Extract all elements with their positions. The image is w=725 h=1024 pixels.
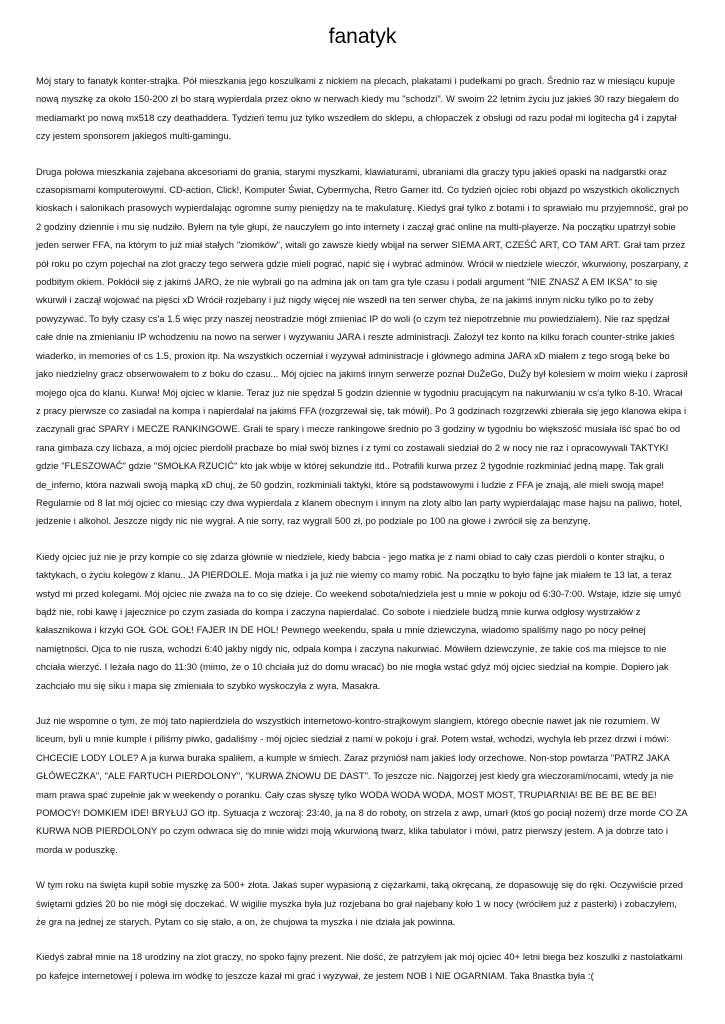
paragraph-1: Mój stary to fanatyk konter-strajka. Pół mieszkania jego koszulkami z nickiem na plecach, plakatami i pudełkami po grach. Średnio raz w miesiącu kupuje nową myszkę za około 150-200 zł bo starą wypierdala przez okno w nerwach kiedy mu "schodzi". W swoim 22 letnim życiu juz jakieś 30 razy biegałem do mediamarkt po nową mx518 czy deathaddera. Tydzień temu juz tylko wszedłem do sklepu, a chłopaczek z obsługi od razu podał mi logitecha g4 i zapytał czy jestem sponsorem jakiegoś multi-gamingu. [36,75,679,142]
paragraph-4: Już nie wspomne o tym, że mój tato napierdziela do wszystkich internetowo-kontro-strajkowym slangiem, którego obecnie nawet jak nie rozumiem. W liceum, byli u mnie kumple i piliśmy piwko, gadaliśmy - mój ojciec siedział z nami w pokoju i grał. Potem wstał, wchodzi, wychyla łeb przez drzwi i mówi: CHCECIE LODY LOLE? A ja kurwa buraka spaliłem, a kumple w śmiech. Zaraz przyniósł nam jakieś lody orzechowe. Non-stop powtarza "PATRZ JAKA GŁÓWECZKA", "ALE FARTUCH PIERDOLONY", "KURWA ZNOWU DE DAST". To jeszcze nic. Najgorzej jest kiedy gra wieczorami/nocami, wtedy ja nie mam prawa spać zupełnie jak w weekendy o poranku. Cały czas słyszę tylko WODA WODA WODA, MOST MOST, TRUPIARNIA! BE BE BE BE BE! POMOCY! DOMKIEM IDE! BRYŁUJ GO itp. Sytuacja z wczoraj: 23:40, ja na 8 do roboty, on strzela z awp, umarł (ktoś go pociął nożem) drze morde CO ZA KURWA NOB PIERDOLONY po czym odwraca się do mnie widzi moją wkurwioną twarz, klika tabulator i mówi, patrz pierwszy jestem. A ja dobrze tato i morda w poduszkę. [36,715,688,855]
paragraph-5: W tym roku na święta kupił sobie myszkę za 500+ złota. Jakaś super wypasioną z ciężarkami, taką okręcaną, że dopasowuję się do ręki. Oczywiście przed świętami gdzieś 20 bo nie mógł się doczekać. W wigilie myszka była już rozjebana bo grał najebany koło 1 w nocy (wróciłem już z pasterki) i zobaczyłem, że gra na jednej ze starych. Pytam co się stało, a on, że chujowa ta myszka i nie działa jak powinna. [36,879,684,928]
paragraph-2: Druga połowa mieszkania zajebana akcesoriami do grania, starymi myszkami, klawiaturami, ubraniami dla graczy typu jakieś opaski na nadgarstki oraz czasopismami komputerowymi. CD-action, Click!, Komputer Świat, Cybermycha, Retro Gamer itd. Co tydzień ojciec robi objazd po wszystkich okolicznych kioskach i salonikach prasowych wypierdalając ogromne sumy pieniędzy na te makulaturę. Kiedyś grał tylko z botami i to sprawiało mu przyjemność, grał po 2 godziny dziennie i mu się nudziło. Byłem na tyle głupi, że nauczyłem go into internety i zaczął grać online na multi-playerze. Na początku upatrzył sobie jeden serwer FFA, na którym to już miał stałych "ziomków", witali go zawsze kiedy wbijał na serwer SIEMA ART, CZEŚĆ ART, CO TAM ART. Grał tam przez pół roku po czym pojechał na zlot graczy tego serwera gdzie mieli pograć, napić się i wybrać adminów. Wrócił w niedziele wieczór, wkurwiony, poszarpany, z podbitym okiem. Pokłócił się z jakimś JARO, że nie wybrali go na admina jak on tam gra tyle czasu i podali argument "NIE ZNASZ A EM IKSA" to się wkurwił i zaczął wojować na pięści xD Wrócił rozjebany i już nigdy więcej nie wszedł na ten serwer chyba, że na jakimś innym nicku tylko po to żeby powyzywać. To były czasy cs'a 1.5 więc przy naszej neostradzie mógł zmieniać IP do woli (o czym też niepotrzebnie mu powiedziałem). Nie raz spędzał całe dnie na zmienianiu IP wchodzeniu na nowo na serwer i wyzywaniu JARA i reszte administracji. Założył tez konto na kilku forach counter-strike jakieś wiaderko, in memories of cs 1.5, proxion itp. Na wszystkich oczerniał i wyzywał administracje i głównego admina JARA xD miałem z tego srogą beke bo jako niedzielny gracz obserwowałem to z boku do czasu... Mój ojciec na jakimś innym serwerze poznał DuŻeGo, DuŻy był kolesiem w moim wieku i zaprosił mojego ojca do klanu. Kurwa! Mój ojciec w klanie. Teraz już nie spędzał 5 godzin dziennie w tygodniu pracującym na nakurwianiu w cs'a tylko 8-10. Wracał z pracy pierwsze co zasiadał na kompa i napierdalał na jakimś FFA (rozgrzewał się, tak mówił). Po 3 godzinach rozgrzewki zbierała się jego klanowa ekipa i zaczynali grać SPARY i MECZE RANKINGOWE. Grali te spary i mecze rankingowe średnio po 3 godziny w tygodniu bo większość musiała iść spać bo od rana gimbaza czy licbaza, a mój ojciec pierdolił pracbaze bo miał swój biznes i z tymi co zostawali siedział do 2 w nocy nie raz i opracowywali TAKTYKI gdzie "FLESZOWAĆ" gdzie "SMOŁKA RZUCIĆ" kto jak wbije w której sekundzie itd.. Potrafili kurwa przez 2 tygodnie rozkminiać jedną mapę. Tak grali de_inferno, która nazwali swoją mapką xD chuj, że 50 godzin, rozkminiali taktyki, które są podstawowymi i ludzie z FFA je znają, ale mieli swoją mape! Regularnie od 8 lat mój ojciec co miesiąc czy dwa wypierdala z klanem obecnym i innym na zloty albo lan party wypierdalając mase hajsu na paliwo, hotel, jedzenie i alkohol. Jeszcze nigdy nic nie wygrał. A nie sorry, raz wygrali 500 zł, po podziale po 100 na głowe i zwrócił się za benzynę. [36,165,689,527]
paragraph-3: Kiedy ojciec już nie je przy kompie co się zdarza głównie w niedziele, kiedy babcia - jego matka je z nami obiad to cały czas pierdoli o konter strajku, o taktykach, o życiu kolegów z klanu.. JA PIERDOLE. Moja matka i ja już nie wiemy co mamy robić. Na początku to było fajne jak miałem te 13 lat, a teraz wstyd mi przed kolegami. Mój ojciec nie zważa na to co się dzieje. Co weekend sobota/niedziela jest u mnie w pokoju od 6:30-7:00. Wstaje, idzie się umyć bądź nie, robi kawę i jajecznice po czym zasiada do kompa i zaczyna napierdalać. Co sobote i niedziele budzą mnie kurwa odgłosy wystrzałów z kałasznikowa i krzyki GOŁ GOŁ GOŁ! FAJER IN DE HOL! Pewnego weekendu, spała u mnie dziewczyna, wiadomo spaliśmy nago po nocy pełnej namiętności. Ojca to nie rusza, wchodzi 6:40 jakby nigdy nic, odpala kompa i zaczyna nakurwiać. Mówiłem dziewczynie, że takie coś ma miejsce to nie chciała wierzyć. I leżała nago do 11:30 (mimo, że o 10 chciała już do domu wracać) bo nie mogła wstać gdyż mój ojciec siedział na kompie. Dopiero jak zachciało mu się siku i mapa się zmieniała to szybko wyskoczyła z wyra. Masakra. [36,550,682,691]
paragraph-6: Kiedyś zabrał mnie na 18 urodziny na zlot graczy, no spoko fajny prezent. Nie dość, że patrzyłem jak mój ojciec 40+ letni biega bez koszulki z nastolatkami po kafejce internetowej i polewa im wódkę to jeszcze kazał mi grać i wyzywał, że jestem NOB I NIE OGARNIAM. Taka 8nastka była :( [36,951,683,981]
document-title: fanatyk [328,25,397,48]
